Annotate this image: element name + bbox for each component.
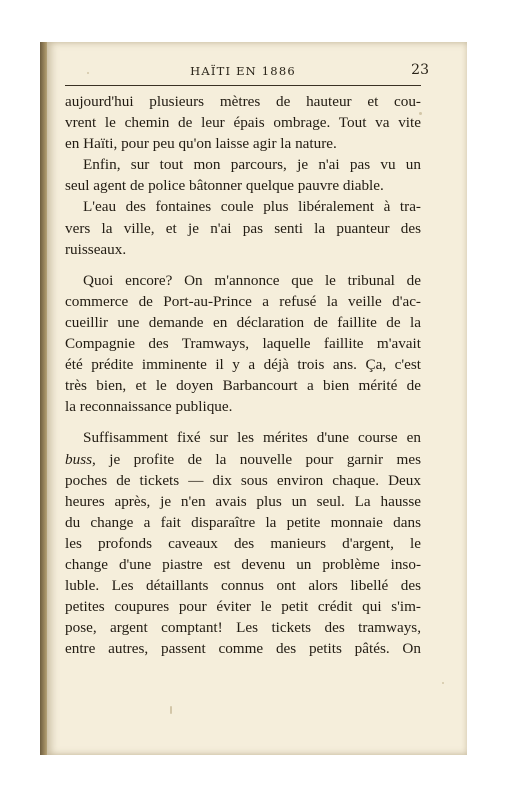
italic-word: buss xyxy=(65,450,93,468)
text-line: Enfin, sur tout mon parcours, je n'ai pas vu un xyxy=(83,156,421,174)
header-rule xyxy=(65,85,421,86)
paragraph-gap xyxy=(65,417,421,427)
running-head xyxy=(65,60,429,82)
text-line: heures après, je n'en avais plus un seul. La hausse xyxy=(65,492,421,510)
text-line: été prédite imminente il y a déjà trois ans. Ça, c'est xyxy=(65,356,421,374)
text-line: cueillir une demande en déclaration de faillite de la xyxy=(65,313,421,331)
paragraph xyxy=(65,427,421,659)
text-line: du change a fait disparaître la petite monnaie dans xyxy=(65,513,421,531)
text-line: petites coupures pour éviter le petit crédit qui s'im- xyxy=(65,598,421,616)
text-line: Suffisamment fixé sur les mérites d'une course en xyxy=(83,429,421,447)
paper-speck xyxy=(442,682,444,684)
text-line: aujourd'hui plusieurs mètres de hauteur et cou- xyxy=(65,93,421,110)
text-line: L'eau des fontaines coule plus libéralement à tra- xyxy=(83,198,421,216)
text-line: en Haïti, pour peu qu'on laisse agir la nature. xyxy=(65,135,337,153)
paragraph xyxy=(65,154,421,196)
text-line: change d'une piastre est devenu un problème inso- xyxy=(65,555,421,573)
text-line: la reconnaissance publique. xyxy=(65,398,233,416)
page-number: 23 xyxy=(411,62,429,78)
text-line: buss, je profite de la nouvelle pour garnir mes xyxy=(65,450,421,468)
paper-speck xyxy=(170,706,172,714)
text-line: très bien, et le doyen Barbancourt a bien mérité de xyxy=(65,377,421,395)
text-line: Quoi encore? On m'annonce que le tribunal de xyxy=(83,271,421,289)
text-line: pose, argent comptant! Les tickets des tramways, xyxy=(65,619,421,637)
text-line: entre autres, passent comme des petits pâtés. On xyxy=(65,640,421,658)
text-line: les profonds caveaux des manieurs d'argent, le xyxy=(65,534,421,552)
text-line: luble. Les détaillants connus ont alors libellé des xyxy=(65,577,421,595)
paragraph xyxy=(65,91,421,154)
text-line: commerce de Port-au-Prince a refusé la veille d'ac- xyxy=(65,292,421,310)
text-line: poches de tickets — dix sous environ chaque. Deux xyxy=(65,471,421,489)
paragraph xyxy=(65,196,421,259)
text-line: ruisseaux. xyxy=(65,240,127,258)
paragraph-gap xyxy=(65,260,421,270)
text-line: vers la ville, et je n'ai pas senti la puanteur des xyxy=(65,219,421,237)
body-text xyxy=(65,91,421,659)
text-line: seul agent de police bâtonner quelque pauvre diable. xyxy=(65,177,384,195)
text-line: Compagnie des Tramways, laquelle faillite m'avait xyxy=(65,335,421,353)
text-line: vrent le chemin de leur épais ombrage. Tout va vite xyxy=(65,114,421,132)
paragraph xyxy=(65,270,421,418)
running-title: HAÏTI EN 1886 xyxy=(190,64,296,78)
